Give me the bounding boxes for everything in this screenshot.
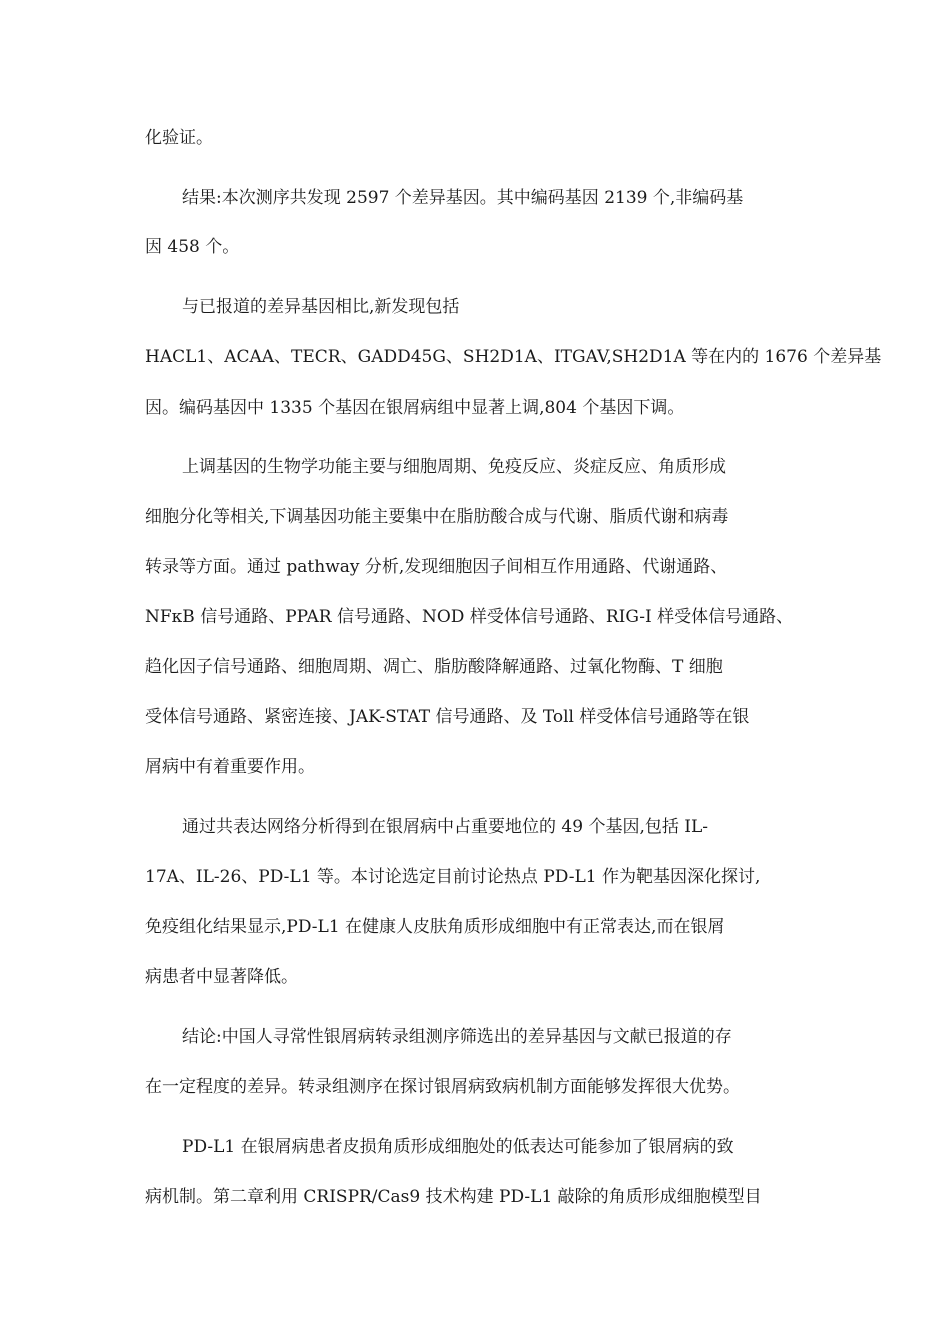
text-line: 屑病中有着重要作用。 [145,757,315,777]
text-line: 上调基因的生物学功能主要与细胞周期、免疫反应、炎症反应、角质形成 [182,457,726,477]
text-line: 在一定程度的差异。转录组测序在探讨银屑病致病机制方面能够发挥很大优势。 [145,1077,740,1097]
text-line: 受体信号通路、紧密连接、JAK-STAT 信号通路、及 Toll 样受体信号通路等在银 [145,707,750,727]
text-line: 趋化因子信号通路、细胞周期、凋亡、脂肪酸降解通路、过氧化物酶、T 细胞 [145,657,723,677]
text-line: HACL1、ACAA、TECR、GADD45G、SH2D1A、ITGAV,SH2D1A 等在内的 1676 个差异基 [145,347,882,367]
text-line: 通过共表达网络分析得到在银屑病中占重要地位的 49 个基因,包括 IL- [182,817,708,837]
text-line: PD-L1 在银屑病患者皮损角质形成细胞处的低表达可能参加了银屑病的致 [182,1137,734,1157]
text-line: 17A、IL-26、PD-L1 等。本讨论选定目前讨论热点 PD-L1 作为靶基因深化探讨, [145,867,761,887]
text-line: 病患者中显著降低。 [145,967,298,987]
text-line: 免疫组化结果显示,PD-L1 在健康人皮肤角质形成细胞中有正常表达,而在银屑 [145,917,725,937]
text-line: 病机制。第二章利用 CRISPR/Cas9 技术构建 PD-L1 敲除的角质形成细胞模型目 [145,1187,762,1207]
text-line: NFκB 信号通路、PPAR 信号通路、NOD 样受体信号通路、RIG-I 样受体信号通路、 [145,607,794,627]
text-line: 与已报道的差异基因相比,新发现包括 [182,297,460,317]
text-line: 结果:本次测序共发现 2597 个差异基因。其中编码基因 2139 个,非编码基 [182,188,744,208]
text-line: 因。编码基因中 1335 个基因在银屑病组中显著上调,804 个基因下调。 [145,398,685,418]
text-line: 转录等方面。通过 pathway 分析,发现细胞因子间相互作用通路、代谢通路、 [145,557,728,577]
text-line: 化验证。 [145,128,213,148]
text-line: 结论:中国人寻常性银屑病转录组测序筛选出的差异基因与文献已报道的存 [182,1027,732,1047]
text-line: 因 458 个。 [145,237,240,257]
text-line: 细胞分化等相关,下调基因功能主要集中在脂肪酸合成与代谢、脂质代谢和病毒 [145,507,729,527]
